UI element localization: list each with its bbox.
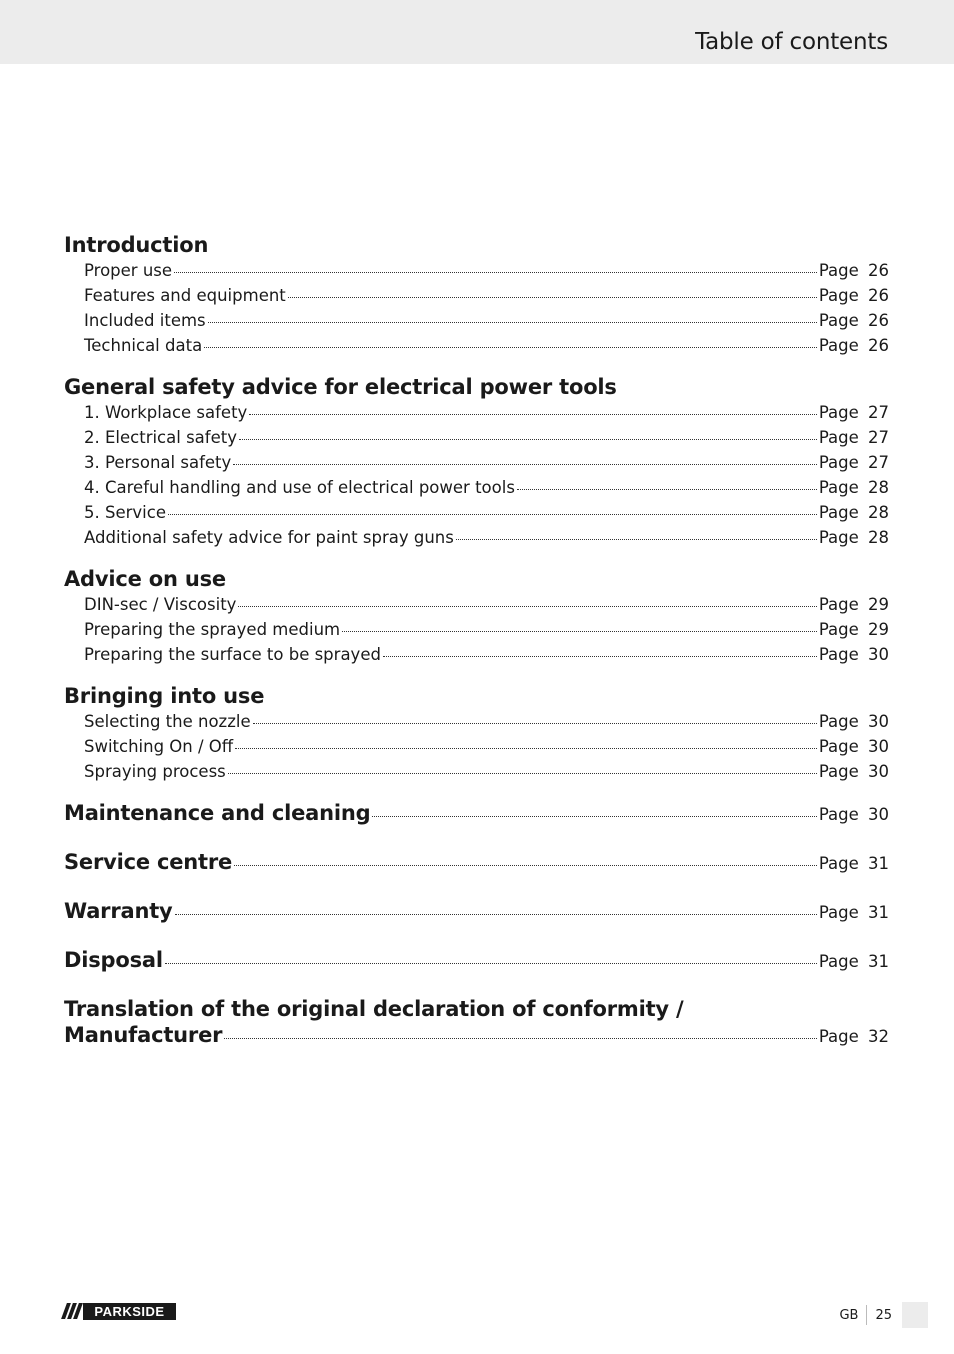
toc-entry[interactable] [64,450,889,475]
entry-label: DIN-sec / Viscosity [84,595,237,614]
entry-label: 2. Electrical safety [84,428,237,447]
toc-section-maintenance[interactable] [64,800,889,826]
dot-leader [249,413,817,415]
entry-label: Preparing the surface to be sprayed [84,645,381,664]
entry-page: Page 29 [818,595,889,614]
logo-text: PARKSIDE [83,1303,176,1320]
entry-label: 4. Careful handling and use of electrical power tools [84,478,515,497]
section-heading: Warranty [64,899,173,923]
toc-entry[interactable] [64,308,889,333]
dot-leader [239,438,817,440]
toc-entry[interactable] [64,258,889,283]
dot-leader [228,772,817,774]
dot-leader [208,321,817,323]
toc-entry[interactable] [64,400,889,425]
entry-label: 1. Workplace safety [84,403,248,422]
section-heading[interactable]: General safety advice for electrical power tools [64,375,617,399]
dot-leader [224,1037,817,1039]
entry-page: Page 26 [818,286,889,305]
section-heading[interactable]: Bringing into use [64,684,265,708]
entry-page: Page 27 [818,403,889,422]
toc-entry[interactable] [64,525,889,550]
entry-page: Page 30 [818,805,889,824]
dot-leader [235,747,817,749]
toc-section-disposal[interactable] [64,947,889,973]
dot-leader [383,655,817,657]
toc-entry[interactable] [64,425,889,450]
entry-page: Page 28 [818,528,889,547]
entry-page: Page 26 [818,261,889,280]
toc-entry[interactable] [64,592,889,617]
dot-leader [174,271,817,273]
parkside-logo [64,1302,176,1320]
entry-page: Page 27 [818,428,889,447]
dot-leader [342,630,817,632]
entry-page: Page 30 [818,737,889,756]
entry-label: Features and equipment [84,286,286,305]
entry-page: Page 31 [818,903,889,922]
logo-stripes-icon [64,1303,80,1319]
dot-leader [204,346,817,348]
entry-page: Page 30 [818,645,889,664]
language-code: GB [839,1307,859,1323]
section-heading: Service centre [64,850,233,874]
page-title: Table of contents [695,29,888,55]
toc-entry[interactable] [64,759,889,784]
entry-page: Page 31 [818,952,889,971]
entry-page: Page 31 [818,854,889,873]
entry-page: Page 30 [818,762,889,781]
toc-entry[interactable] [64,283,889,308]
divider [866,1305,867,1325]
entry-page: Page 27 [818,453,889,472]
toc-entry[interactable] [64,333,889,358]
toc-section-declaration[interactable] [64,996,889,1048]
section-heading[interactable]: Introduction [64,233,209,257]
toc-section-general-safety [64,374,889,550]
header-bar [0,0,954,64]
entry-page: Page 26 [818,336,889,355]
dot-leader [253,722,817,724]
dot-leader [288,296,817,298]
entry-label: Selecting the nozzle [84,712,251,731]
toc-section-advice-on-use [64,566,889,667]
entry-label: Spraying process [84,762,226,781]
dot-leader [165,962,817,964]
dot-leader [456,538,817,540]
entry-label: Proper use [84,261,173,280]
section-heading-continued: Manufacturer [64,1023,223,1047]
entry-page: Page 30 [818,712,889,731]
dot-leader [372,815,816,817]
entry-label: Included items [84,311,206,330]
footer-page-info [839,1305,892,1325]
toc-entry[interactable] [64,734,889,759]
toc-section-bringing-into-use [64,683,889,784]
table-of-contents [64,232,889,1071]
entry-label: Additional safety advice for paint spray guns [84,528,454,547]
toc-section-warranty[interactable] [64,898,889,924]
toc-entry[interactable] [64,500,889,525]
entry-page: Page 26 [818,311,889,330]
entry-page: Page 29 [818,620,889,639]
section-heading: Maintenance and cleaning [64,801,371,825]
dot-leader [238,605,816,607]
entry-label: 5. Service [84,503,166,522]
page-number: 25 [875,1307,892,1323]
entry-label: Switching On / Off [84,737,234,756]
toc-entry[interactable] [64,475,889,500]
entry-page: Page 28 [818,478,889,497]
dot-leader [175,913,817,915]
dot-leader [234,864,817,866]
toc-entry[interactable] [64,617,889,642]
section-heading: Translation of the original declaration of conformity / [64,997,684,1021]
toc-section-introduction [64,232,889,358]
dot-leader [168,513,817,515]
entry-label: Technical data [84,336,203,355]
entry-label: 3. Personal safety [84,453,232,472]
section-heading: Disposal [64,948,163,972]
toc-entry[interactable] [64,709,889,734]
toc-entry[interactable] [64,642,889,667]
toc-section-service-centre[interactable] [64,849,889,875]
entry-label: Preparing the sprayed medium [84,620,341,639]
footer-tab [902,1302,928,1328]
dot-leader [517,488,817,490]
dot-leader [233,463,817,465]
section-heading[interactable]: Advice on use [64,567,226,591]
entry-page: Page 32 [818,1027,889,1046]
entry-page: Page 28 [818,503,889,522]
